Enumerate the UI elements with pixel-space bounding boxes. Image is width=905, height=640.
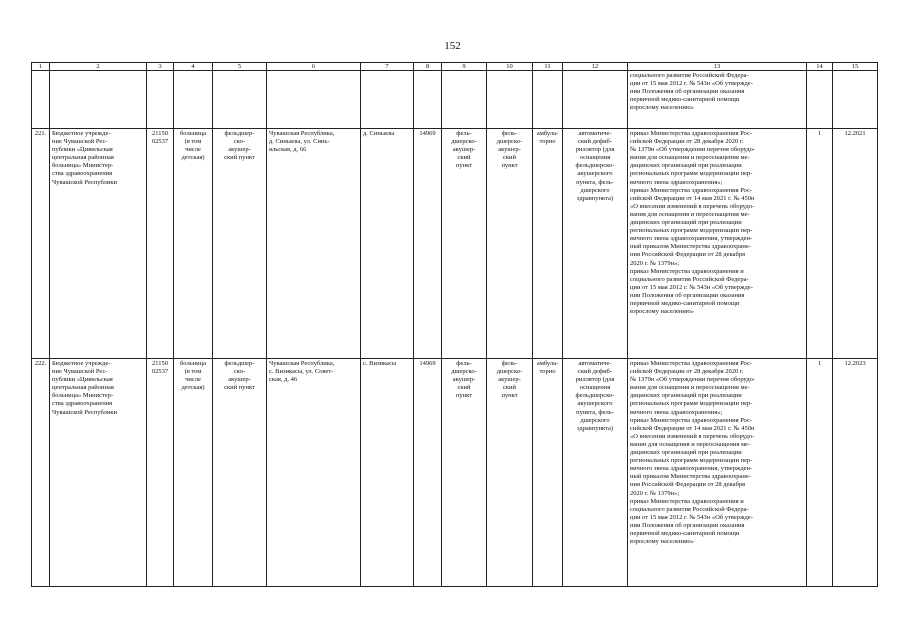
text-line: Чувашской Республики — [52, 178, 118, 186]
column-number-cell: 2 — [50, 63, 147, 71]
text-line: 2020 г. № 1379н»; — [630, 259, 680, 267]
text-line: фельдшерско- — [575, 162, 615, 170]
text-line: Чувашской Республики — [52, 408, 118, 416]
text-line: (в том — [184, 368, 202, 376]
text-line: дшерско- — [496, 368, 523, 376]
text-line: больница — [180, 130, 206, 137]
equipment-cell — [563, 129, 628, 359]
row-number-cell: 222. — [32, 359, 50, 587]
text-line: фель- — [501, 360, 518, 367]
text-line: приказ Министерства здравоохранения Рос- — [630, 130, 753, 137]
text-line: региональных программ модернизации пер- — [630, 457, 753, 465]
text-line: социального развития Российской Федера- — [630, 505, 749, 513]
text-line: сийской Федерации от 28 декабря 2020 г. — [630, 368, 744, 376]
population-cell: 14969 — [414, 129, 442, 359]
text-line: первичной медико-санитарной помощи — [630, 529, 740, 537]
text-line: первичной медико-санитарной помощи — [630, 299, 740, 307]
text-line: центральная районная — [52, 154, 114, 162]
text-line: фельдшер- — [224, 130, 255, 137]
care-type-cell — [533, 129, 563, 359]
text-line: акушер- — [452, 376, 476, 384]
text-line: «О внесении изменений в перечень оборудо- — [630, 432, 755, 440]
text-line: дшерского — [580, 186, 610, 194]
text-line: дицинских организаций при реализации — [630, 449, 742, 457]
text-line: 02537 — [151, 368, 169, 376]
quantity-cell: 1 — [807, 129, 833, 359]
text-line: здравпункта) — [576, 424, 614, 432]
registry-table — [31, 62, 878, 587]
legal-basis-cell — [628, 359, 807, 587]
text-line: ние Чувашской Рес- — [52, 368, 108, 376]
text-line: больница — [180, 360, 206, 367]
column-number-cell: 6 — [267, 63, 361, 71]
text-line: № 1379н «Об утверждении перечня оборудо- — [630, 376, 756, 384]
address-cell — [267, 129, 361, 359]
text-line: ско- — [233, 368, 246, 376]
text-line: акушер- — [452, 146, 476, 154]
text-line: ский — [457, 384, 471, 392]
unit-after-cell — [487, 359, 533, 587]
text-line: здравпункта) — [576, 194, 614, 202]
text-line: пункта, фель- — [576, 178, 614, 186]
text-line: центральная районная — [52, 384, 114, 392]
text-line: фель- — [456, 130, 472, 137]
settlement-cell: с. Визикасы — [361, 359, 414, 587]
text-line: акушер- — [498, 376, 521, 384]
text-line: Чувашская Республика, — [269, 130, 335, 137]
text-line: акушер- — [498, 146, 521, 154]
row-number-cell: 221. — [32, 129, 50, 359]
org-code-cell — [147, 359, 174, 587]
unit-before-cell — [442, 359, 487, 587]
organization-cell — [50, 129, 147, 359]
text-line: ный приказом Министерства здравоохране- — [630, 473, 751, 481]
address-cell — [267, 359, 361, 587]
text-line: с. Визикасы, ул. Совет- — [269, 368, 334, 376]
column-number-cell: 15 — [833, 63, 878, 71]
quantity-cell: 1 — [807, 359, 833, 587]
column-number-cell: 12 — [563, 63, 628, 71]
text-line: фельдшер- — [224, 360, 255, 367]
page-number: 152 — [444, 40, 461, 52]
text-line: числе — [185, 146, 201, 154]
text-line: вичного звена здравоохранения, утвержден- — [630, 465, 753, 473]
text-line: нии Положения об организации оказания — [630, 88, 745, 96]
text-line: нии Положения об организации оказания — [630, 291, 745, 299]
unit-before-cell — [442, 129, 487, 359]
column-number-cell: 11 — [533, 63, 563, 71]
text-line: ства здравоохранения — [52, 170, 113, 178]
text-line: дицинских организаций при реализации — [630, 219, 742, 227]
text-line: акушер- — [228, 376, 251, 384]
text-line: пункт — [501, 162, 518, 170]
text-line: больница» Министер- — [52, 162, 114, 170]
column-number-cell: 3 — [147, 63, 174, 71]
unit-type-cell — [213, 129, 267, 359]
column-number-cell: 9 — [442, 63, 487, 71]
text-line: Бюджетное учрежде- — [52, 130, 111, 137]
text-line: детская) — [181, 154, 205, 162]
text-line: ный приказом Министерства здравоохране- — [630, 243, 751, 251]
text-line: дицинских организаций при реализации — [630, 392, 742, 400]
text-line: ванин для оснащения и переоснащения ме- — [630, 440, 751, 448]
text-line: публики «Цивильская — [52, 146, 113, 154]
text-line: акушерского — [577, 170, 613, 178]
unit-after-cell — [487, 129, 533, 359]
text-line: д. Синьялы, ул. Синь- — [269, 138, 330, 146]
text-line: 21150 — [151, 360, 168, 367]
text-line: дшерского — [580, 416, 610, 424]
text-line: вания для оснащения и переоснащения ме- — [630, 384, 750, 392]
text-line: сийской Федерации от 14 мая 2021 г. № 450н — [630, 424, 755, 432]
text-line: сийской Федерации от 14 мая 2021 г. № 450н — [630, 194, 755, 202]
text-line: приказ Министерства здравоохранения Рос- — [630, 416, 753, 424]
text-line: приказ Министерства здравоохранения и — [630, 267, 744, 275]
text-line: 2020 г. № 1379н»; — [630, 489, 680, 497]
column-number-cell: 7 — [361, 63, 414, 71]
facility-type-cell — [174, 359, 213, 587]
text-line: пункт — [501, 392, 518, 400]
text-line: Чувашская Республика, — [269, 360, 335, 367]
text-line: торно — [539, 368, 556, 376]
text-line: детская) — [181, 384, 205, 392]
text-line: ции от 15 мая 2012 г. № 543н «Об утвержде- — [630, 80, 753, 88]
text-line: автоматиче- — [578, 360, 612, 367]
text-line: пункт — [455, 162, 473, 170]
text-line: пункт — [455, 392, 473, 400]
text-line: № 1379н «Об утверждении перечня оборудо- — [630, 146, 756, 154]
text-line: акушерского — [577, 400, 613, 408]
text-line: взрослому населению» — [630, 104, 694, 112]
text-line: 02537 — [151, 138, 169, 146]
text-line: фель- — [456, 360, 472, 367]
column-number-cell: 14 — [807, 63, 833, 71]
text-line: ский пункт — [224, 384, 255, 392]
table-row — [32, 129, 878, 359]
column-number-row — [32, 63, 878, 71]
text-line: яльская, д. 66 — [269, 146, 307, 154]
text-line: вания для оснащения и переоснащения ме- — [630, 154, 750, 162]
equipment-cell — [563, 359, 628, 587]
text-line: приказ Министерства здравоохранения Рос- — [630, 360, 753, 367]
text-line: региональных программ модернизации пер- — [630, 400, 753, 408]
text-line: фельдшерско- — [575, 392, 615, 400]
facility-type-cell — [174, 129, 213, 359]
text-line: ский — [457, 154, 471, 162]
text-line: риллятор (для — [575, 146, 615, 154]
text-line: числе — [185, 376, 201, 384]
text-line: больница» Министер- — [52, 392, 114, 400]
text-line: дицинских организаций при реализации — [630, 162, 742, 170]
continuation-row — [32, 71, 878, 129]
text-line: ния Российской Федерации от 28 декабря — [630, 481, 745, 489]
text-line: приказ Министерства здравоохранения Рос- — [630, 186, 753, 194]
text-line: социального развития Российской Федера- — [630, 72, 749, 79]
text-line: торно — [539, 138, 556, 146]
text-line: сийской Федерации от 28 декабря 2020 г. — [630, 138, 744, 146]
deadline-cell: 12.2021 — [833, 129, 878, 359]
text-line: дшерско- — [451, 368, 477, 376]
text-line: публики «Цивильская — [52, 376, 113, 384]
organization-cell — [50, 359, 147, 587]
text-line: ский дефиб- — [577, 368, 613, 376]
text-line: ния Российской Федерации от 28 декабря — [630, 251, 745, 259]
text-line: оснащения — [579, 154, 611, 162]
text-line: ции от 15 мая 2012 г. № 543н «Об утвержде- — [630, 283, 753, 291]
text-line: акушер- — [228, 146, 251, 154]
text-line: Бюджетное учрежде- — [52, 360, 111, 367]
column-number-cell: 10 — [487, 63, 533, 71]
text-line: 21150 — [151, 130, 168, 137]
text-line: ние Чувашской Рес- — [52, 138, 108, 146]
text-line: оснащения — [579, 384, 611, 392]
text-line: ский — [503, 384, 516, 392]
text-line: амбула- — [536, 130, 559, 137]
text-line: первичной медико-санитарной помощи — [630, 96, 740, 104]
unit-type-cell — [213, 359, 267, 587]
text-line: ская, д. 46 — [269, 376, 298, 384]
settlement-cell: д. Синьялы — [361, 129, 414, 359]
text-line: региональных программ модернизации пер- — [630, 227, 753, 235]
text-line: вичного звена здравоохранения»; — [630, 178, 723, 186]
text-line: ский — [503, 154, 516, 162]
text-line: приказ Министерства здравоохранения и — [630, 497, 744, 505]
care-type-cell — [533, 359, 563, 587]
text-line: риллятор (для — [575, 376, 615, 384]
text-line: «О внесении изменений в перечень оборудо- — [630, 202, 755, 210]
text-line: ский пункт — [224, 154, 255, 162]
text-line: амбула- — [536, 360, 559, 367]
column-number-cell: 13 — [628, 63, 807, 71]
column-number-cell: 8 — [414, 63, 442, 71]
text-line: автоматиче- — [578, 130, 612, 137]
text-line: вичного звена здравоохранения, утвержден- — [630, 235, 753, 243]
text-line: вичного звена здравоохранения»; — [630, 408, 723, 416]
text-line: региональных программ модернизации пер- — [630, 170, 753, 178]
text-line: вания для оснащения и переоснащения ме- — [630, 210, 750, 218]
column-number-cell: 5 — [213, 63, 267, 71]
text-line: социального развития Российской Федера- — [630, 275, 749, 283]
text-line: взрослому населению» — [630, 308, 694, 316]
org-code-cell — [147, 129, 174, 359]
text-line: дшерско- — [451, 138, 477, 146]
deadline-cell: 12.2023 — [833, 359, 878, 587]
legal-basis-cell — [628, 71, 807, 129]
text-line: взрослому населению» — [630, 538, 694, 546]
text-line: пункта, фель- — [576, 408, 614, 416]
text-line: фель- — [501, 130, 518, 137]
text-line: нии Положения об организации оказания — [630, 521, 745, 529]
text-line: ский дефиб- — [577, 138, 613, 146]
table-row — [32, 359, 878, 587]
text-line: ции от 15 мая 2012 г. № 543н «Об утвержде- — [630, 513, 753, 521]
text-line: ско- — [233, 138, 246, 146]
legal-basis-cell — [628, 129, 807, 359]
column-number-cell: 4 — [174, 63, 213, 71]
text-line: ства здравоохранения — [52, 400, 113, 408]
text-line: (в том — [184, 138, 202, 146]
population-cell: 14969 — [414, 359, 442, 587]
column-number-cell: 1 — [32, 63, 50, 71]
text-line: дшерско- — [496, 138, 523, 146]
